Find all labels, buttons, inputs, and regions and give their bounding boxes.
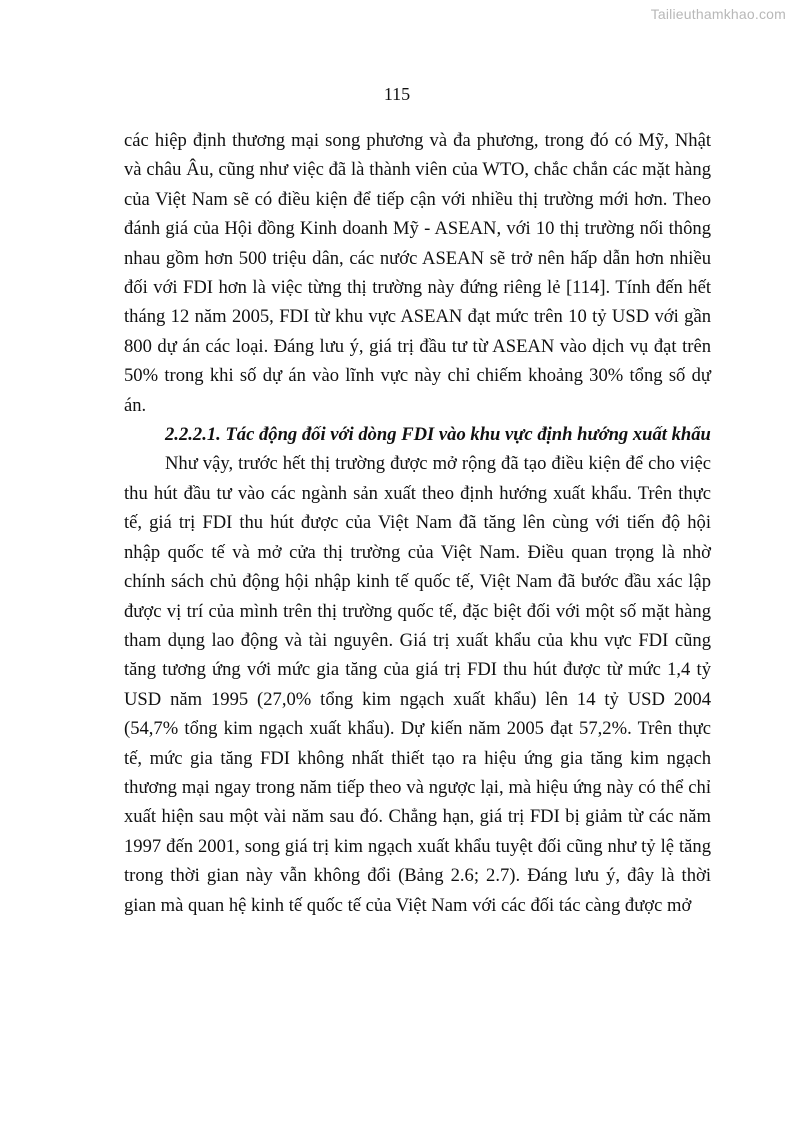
- document-body: [124, 126, 711, 920]
- site-watermark: Tailieuthamkhao.com: [650, 6, 786, 22]
- paragraph-1: các hiệp định thương mại song phương và đa phương, trong đó có Mỹ, Nhật và châu Âu, cũng như việc đã là thành viên của WTO, chắc chắn các mặt hàng của Việt Nam sẽ có điều kiện để tiếp cận với nhiều thị trường mới hơn. Theo đánh giá của Hội đồng Kinh doanh Mỹ - ASEAN, với 10 thị trường nối thông nhau gồm hơn 500 triệu dân, các nước ASEAN sẽ trở nên hấp dẫn hơn nhiều đối với FDI hơn là việc từng thị trường này đứng riêng lẻ [114]. Tính đến hết tháng 12 năm 2005, FDI từ khu vực ASEAN đạt mức trên 10 tỷ USD với gần 800 dự án các loại. Đáng lưu ý, giá trị đầu tư từ ASEAN vào dịch vụ đạt trên 50% trong khi số dự án vào lĩnh vực này chỉ chiếm khoảng 30% tổng số dự án.: [124, 130, 711, 416]
- paragraph-2: Như vậy, trước hết thị trường được mở rộng đã tạo điều kiện để cho việc thu hút đầu tư vào các ngành sản xuất theo định hướng xuất khẩu. Trên thực tế, giá trị FDI thu hút được của Việt Nam đã tăng lên cùng với tiến độ hội nhập quốc tế và mở cửa thị trường của Việt Nam. Điều quan trọng là nhờ chính sách chủ động hội nhập kinh tế quốc tế, Việt Nam đã bước đầu xác lập được vị trí của mình trên thị trường quốc tế, đặc biệt đối với một số mặt hàng tham dụng lao động và tài nguyên. Giá trị xuất khẩu của khu vực FDI cũng tăng tương ứng với mức gia tăng của giá trị FDI thu hút được từ mức 1,4 tỷ USD năm 1995 (27,0% tổng kim ngạch xuất khẩu) lên 14 tỷ USD 2004 (54,7% tổng kim ngạch xuất khẩu). Dự kiến năm 2005 đạt 57,2%. Trên thực tế, mức gia tăng FDI không nhất thiết tạo ra hiệu ứng gia tăng kim ngạch thương mại ngay trong năm tiếp theo và ngược lại, mà hiệu ứng này có thể chỉ xuất hiện sau một vài năm sau đó. Chẳng hạn, giá trị FDI bị giảm từ các năm 1997 đến 2001, song giá trị kim ngạch xuất khẩu tuyệt đối cũng như tỷ lệ tăng trong thời gian này vẫn không đổi (Bảng 2.6; 2.7). Đáng lưu ý, đây là thời gian mà quan hệ kinh tế quốc tế của Việt Nam với các đối tác càng được mở: [124, 453, 711, 916]
- page-number: 115: [383, 84, 411, 104]
- section-heading: 2.2.2.1. Tác động đối với dòng FDI vào khu vực định hướng xuất khẩu: [165, 424, 711, 446]
